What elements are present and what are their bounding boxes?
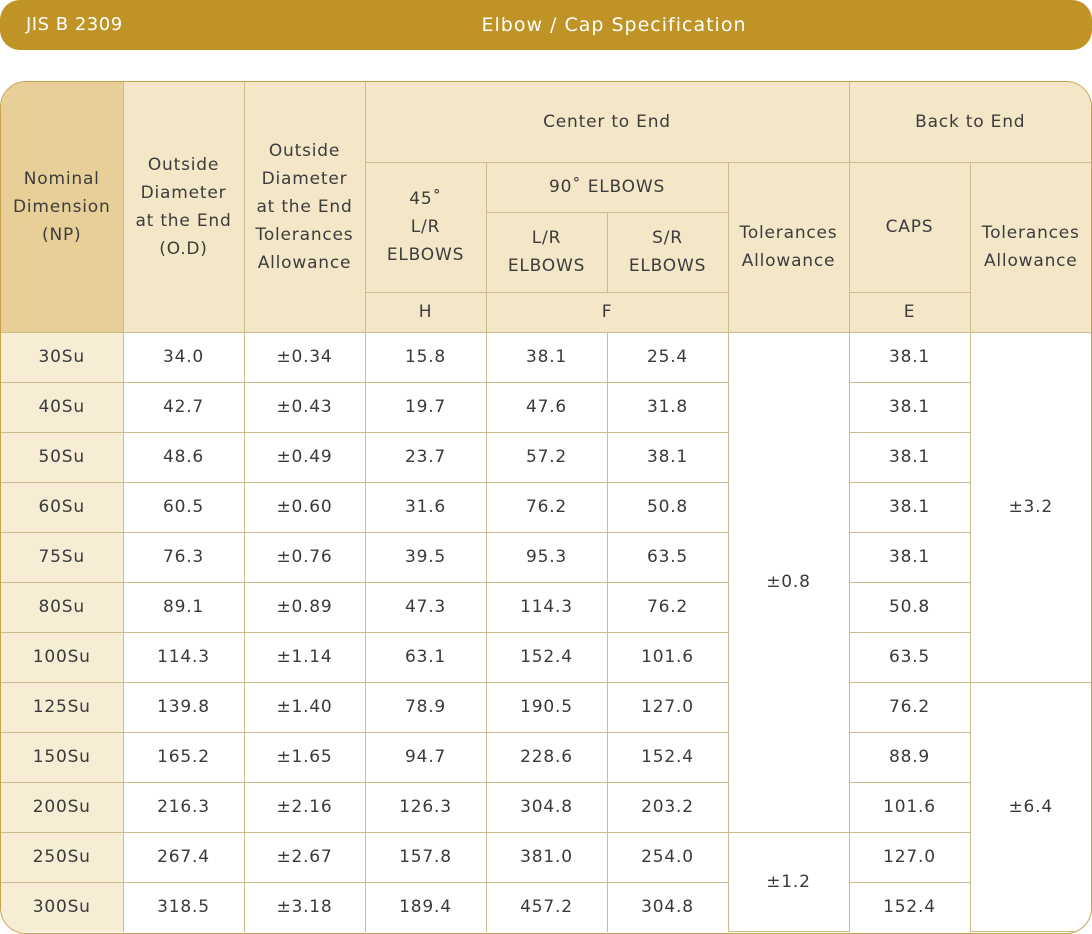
cell-caps-e: 38.1 <box>849 532 970 582</box>
table-row <box>1 432 1091 482</box>
cell-caps-e: 63.5 <box>849 632 970 682</box>
cell-90-lr-f: 228.6 <box>486 732 607 782</box>
header-text-line: ELBOWS <box>386 245 465 265</box>
cell-od-tolerance: ±3.18 <box>244 882 365 932</box>
cell-nominal-dimension: 75Su <box>1 532 123 582</box>
header-text-line: S/R <box>652 228 683 248</box>
cell-nominal-dimension: 80Su <box>1 582 123 632</box>
cell-caps-e: 50.8 <box>849 582 970 632</box>
cell-outside-diameter: 216.3 <box>123 782 244 832</box>
cell-90-lr-f: 190.5 <box>486 682 607 732</box>
cell-caps-e: 101.6 <box>849 782 970 832</box>
cell-od-tolerance: ±0.60 <box>244 482 365 532</box>
header-center-to-end-tolerances <box>728 162 849 332</box>
cell-center-to-end-tolerance: ±0.8 <box>728 332 849 832</box>
cell-45-lr-h: 63.1 <box>365 632 486 682</box>
cell-nominal-dimension: 300Su <box>1 882 123 932</box>
header-text-line: ELBOWS <box>628 256 707 276</box>
header-symbol-f: F <box>486 292 728 332</box>
cell-90-lr-f: 95.3 <box>486 532 607 582</box>
standard-label: JIS B 2309 <box>26 14 123 35</box>
cell-45-lr-h: 78.9 <box>365 682 486 732</box>
cell-outside-diameter: 114.3 <box>123 632 244 682</box>
cell-caps-e: 38.1 <box>849 332 970 382</box>
cell-90-sr-f: 127.0 <box>607 682 728 732</box>
cell-45-lr-h: 19.7 <box>365 382 486 432</box>
cell-caps-e: 38.1 <box>849 482 970 532</box>
cell-90-sr-f: 76.2 <box>607 582 728 632</box>
cell-nominal-dimension: 60Su <box>1 482 123 532</box>
cell-45-lr-h: 47.3 <box>365 582 486 632</box>
table-row <box>1 682 1091 732</box>
cell-outside-diameter: 318.5 <box>123 882 244 932</box>
cell-od-tolerance: ±1.14 <box>244 632 365 682</box>
cell-90-lr-f: 381.0 <box>486 832 607 882</box>
cell-45-lr-h: 94.7 <box>365 732 486 782</box>
cell-od-tolerance: ±2.16 <box>244 782 365 832</box>
cell-back-to-end-tolerance: ±3.2 <box>970 332 1091 682</box>
header-text-line: 45˚ <box>409 189 442 209</box>
cell-nominal-dimension: 250Su <box>1 832 123 882</box>
table-row <box>1 732 1091 782</box>
cell-90-sr-f: 203.2 <box>607 782 728 832</box>
header-90-elbows: 90˚ ELBOWS <box>486 162 728 212</box>
header-text-line: L/R <box>410 217 441 237</box>
header-text-line: Allowance <box>257 252 352 273</box>
table-header <box>1 82 1091 332</box>
header-text-line: at the End <box>256 196 353 217</box>
header-text-line: Dimension <box>12 196 111 217</box>
header-symbol-e: E <box>849 292 970 332</box>
header-45-lr-elbows <box>365 162 486 292</box>
header-text-line: Tolerances <box>981 223 1080 243</box>
table-row <box>1 632 1091 682</box>
cell-nominal-dimension: 50Su <box>1 432 123 482</box>
cell-caps-e: 152.4 <box>849 882 970 932</box>
cell-outside-diameter: 60.5 <box>123 482 244 532</box>
cell-outside-diameter: 267.4 <box>123 832 244 882</box>
cell-od-tolerance: ±0.89 <box>244 582 365 632</box>
cell-90-lr-f: 114.3 <box>486 582 607 632</box>
cell-outside-diameter: 42.7 <box>123 382 244 432</box>
cell-caps-e: 38.1 <box>849 432 970 482</box>
banner-title: Elbow / Cap Specification <box>481 14 747 36</box>
cell-90-sr-f: 304.8 <box>607 882 728 932</box>
cell-90-lr-f: 38.1 <box>486 332 607 382</box>
header-symbol-h: H <box>365 292 486 332</box>
cell-45-lr-h: 126.3 <box>365 782 486 832</box>
header-text-line: Allowance <box>741 251 836 271</box>
cell-90-sr-f: 152.4 <box>607 732 728 782</box>
header-text-line: Tolerances <box>739 223 838 243</box>
table-row <box>1 332 1091 382</box>
cell-outside-diameter: 48.6 <box>123 432 244 482</box>
cell-90-sr-f: 101.6 <box>607 632 728 682</box>
cell-90-lr-f: 152.4 <box>486 632 607 682</box>
cell-45-lr-h: 189.4 <box>365 882 486 932</box>
cell-45-lr-h: 31.6 <box>365 482 486 532</box>
table-row <box>1 482 1091 532</box>
header-text-line: (NP) <box>42 224 82 245</box>
cell-90-lr-f: 304.8 <box>486 782 607 832</box>
table-row <box>1 882 1091 932</box>
table-row <box>1 832 1091 882</box>
cell-90-sr-f: 50.8 <box>607 482 728 532</box>
cell-od-tolerance: ±2.67 <box>244 832 365 882</box>
cell-od-tolerance: ±0.76 <box>244 532 365 582</box>
cell-caps-e: 38.1 <box>849 382 970 432</box>
cell-90-sr-f: 31.8 <box>607 382 728 432</box>
cell-outside-diameter: 89.1 <box>123 582 244 632</box>
cell-outside-diameter: 76.3 <box>123 532 244 582</box>
cell-90-sr-f: 63.5 <box>607 532 728 582</box>
header-text-line: ELBOWS <box>507 256 586 276</box>
header-90-sr-elbows <box>607 212 728 292</box>
cell-90-sr-f: 38.1 <box>607 432 728 482</box>
header-text-line: L/R <box>531 228 562 248</box>
cell-45-lr-h: 39.5 <box>365 532 486 582</box>
cell-caps-e: 88.9 <box>849 732 970 782</box>
cell-nominal-dimension: 30Su <box>1 332 123 382</box>
header-90-lr-elbows <box>486 212 607 292</box>
table-body <box>1 332 1091 932</box>
cell-center-to-end-tolerance: ±1.2 <box>728 832 849 932</box>
spec-table <box>1 82 1091 932</box>
header-text-line: Tolerances <box>255 224 354 245</box>
header-back-to-end-tolerances <box>970 162 1091 332</box>
header-text-line: Nominal <box>23 168 100 189</box>
cell-caps-e: 127.0 <box>849 832 970 882</box>
cell-outside-diameter: 139.8 <box>123 682 244 732</box>
header-od-tolerances <box>244 82 365 332</box>
header-outside-diameter <box>123 82 244 332</box>
cell-nominal-dimension: 150Su <box>1 732 123 782</box>
header-text-line: Outside <box>268 140 341 161</box>
cell-od-tolerance: ±0.49 <box>244 432 365 482</box>
cell-90-lr-f: 457.2 <box>486 882 607 932</box>
header-text-line: Allowance <box>983 251 1078 271</box>
cell-od-tolerance: ±1.40 <box>244 682 365 732</box>
title-banner <box>0 0 1092 50</box>
header-text-line: Outside <box>147 154 220 175</box>
header-text-line: Diameter <box>261 168 348 189</box>
cell-outside-diameter: 34.0 <box>123 332 244 382</box>
cell-90-lr-f: 47.6 <box>486 382 607 432</box>
header-caps: CAPS <box>849 162 970 292</box>
cell-90-sr-f: 254.0 <box>607 832 728 882</box>
cell-nominal-dimension: 200Su <box>1 782 123 832</box>
cell-nominal-dimension: 125Su <box>1 682 123 732</box>
header-back-to-end: Back to End <box>849 82 1091 162</box>
cell-nominal-dimension: 100Su <box>1 632 123 682</box>
header-text-line: (O.D) <box>159 238 208 259</box>
table-row <box>1 532 1091 582</box>
table-row <box>1 782 1091 832</box>
cell-back-to-end-tolerance: ±6.4 <box>970 682 1091 932</box>
header-text-line: at the End <box>135 210 232 231</box>
cell-45-lr-h: 23.7 <box>365 432 486 482</box>
cell-45-lr-h: 157.8 <box>365 832 486 882</box>
cell-90-lr-f: 76.2 <box>486 482 607 532</box>
table-row <box>1 382 1091 432</box>
header-center-to-end: Center to End <box>365 82 849 162</box>
spec-table-container <box>0 81 1092 934</box>
table-row <box>1 582 1091 632</box>
cell-outside-diameter: 165.2 <box>123 732 244 782</box>
cell-45-lr-h: 15.8 <box>365 332 486 382</box>
cell-od-tolerance: ±0.43 <box>244 382 365 432</box>
cell-90-sr-f: 25.4 <box>607 332 728 382</box>
cell-nominal-dimension: 40Su <box>1 382 123 432</box>
header-text-line: Diameter <box>140 182 227 203</box>
cell-90-lr-f: 57.2 <box>486 432 607 482</box>
cell-od-tolerance: ±1.65 <box>244 732 365 782</box>
cell-caps-e: 76.2 <box>849 682 970 732</box>
cell-od-tolerance: ±0.34 <box>244 332 365 382</box>
header-nominal-dimension <box>1 82 123 332</box>
